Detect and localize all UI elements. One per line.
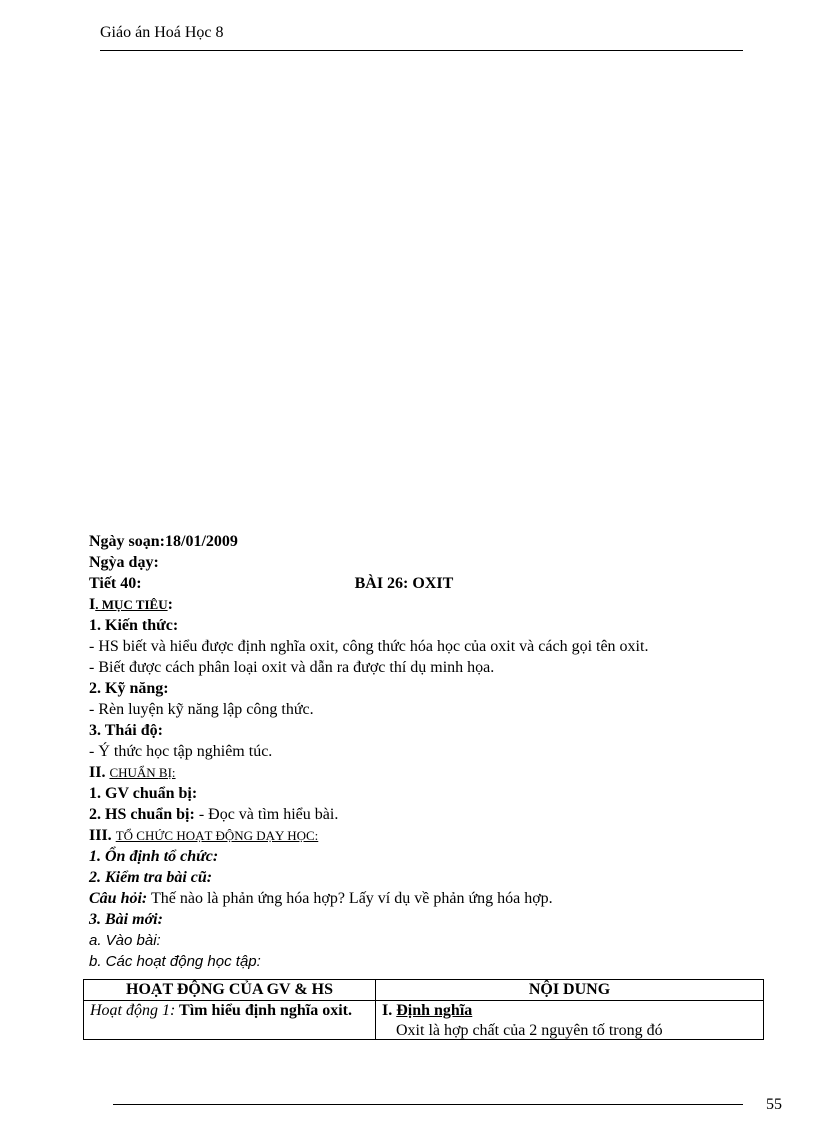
attitude-heading: 3. Thái độ:	[89, 722, 163, 739]
table-cell	[84, 1001, 376, 1040]
activity-table	[83, 979, 764, 1040]
skills-heading: 2. Kỹ năng:	[89, 680, 169, 697]
lesson-body	[89, 531, 779, 972]
class-organization: 1. Ổn định tổ chức:	[89, 848, 219, 865]
section-number: II.	[89, 764, 106, 781]
section-number: I	[89, 596, 96, 613]
teacher-prep: 1. GV chuẩn bị:	[89, 785, 198, 802]
column-header: NỘI DUNG	[376, 980, 764, 1001]
intro-step: a. Vào bài:	[89, 932, 161, 949]
page-number: 55	[766, 1096, 782, 1113]
review-question	[89, 888, 779, 909]
knowledge-item: - Biết được cách phân loại oxit và dẫn ra được thí dụ minh họa.	[89, 659, 495, 676]
question-label: Câu hỏi:	[89, 890, 148, 907]
table-row	[84, 1001, 764, 1040]
lesson-title: BÀI 26: OXIT	[354, 575, 454, 592]
activity-text: Tìm hiểu định nghĩa oxit.	[175, 1002, 352, 1019]
attitude-item: - Ý thức học tập nghiêm túc.	[89, 743, 273, 760]
section-number: III.	[89, 827, 112, 844]
section-activities	[89, 825, 779, 846]
table-cell	[376, 1001, 764, 1040]
new-lesson: 3. Bài mới:	[89, 911, 163, 928]
footer-divider	[113, 1104, 743, 1105]
student-prep-heading: 2. HS chuẩn bị:	[89, 806, 195, 823]
section-heading: TỔ CHỨC HOẠT ĐỘNG DẠY HỌC:	[115, 828, 319, 843]
student-prep	[89, 804, 779, 825]
column-header: HOẠT ĐỘNG CỦA GV & HS	[84, 980, 376, 1001]
section-colon: :	[167, 596, 173, 613]
content-text: Oxit là hợp chất của 2 nguyên tố trong đó	[396, 1022, 663, 1039]
knowledge-heading: 1. Kiến thức:	[89, 617, 179, 634]
review-check: 2. Kiểm tra bài cũ:	[89, 869, 213, 886]
activity-label: Hoạt động 1:	[90, 1002, 176, 1019]
skills-item: - Rèn luyện kỹ năng lập công thức.	[89, 701, 314, 718]
lesson-title-row	[89, 573, 779, 594]
date-taught: Ngỳa dạy:	[89, 554, 159, 571]
student-prep-text: - Đọc và tìm hiểu bài.	[194, 806, 339, 823]
section-heading: . MỤC TIÊU	[95, 597, 168, 612]
date-prepared: Ngày soạn:18/01/2009	[89, 533, 238, 550]
question-text: Thế nào là phản ứng hóa hợp? Lấy ví dụ về phản ứng hóa hợp.	[147, 890, 553, 907]
section-objectives	[89, 594, 779, 615]
knowledge-item: - HS biết và hiểu được định nghĩa oxit, công thức hóa học của oxit và cách gọi tên oxit.	[89, 638, 649, 655]
period-number: Tiết 40:	[89, 575, 142, 592]
content-heading: Định nghĩa	[396, 1002, 473, 1019]
section-preparation	[89, 762, 779, 783]
document-header: Giáo án Hoá Học 8	[100, 24, 224, 41]
activities-step: b. Các hoạt động học tập:	[89, 953, 261, 970]
table-header-row	[84, 980, 764, 1001]
header-divider	[100, 50, 743, 51]
section-heading: CHUẨN BỊ:	[109, 765, 176, 780]
content-number: I.	[382, 1002, 397, 1019]
